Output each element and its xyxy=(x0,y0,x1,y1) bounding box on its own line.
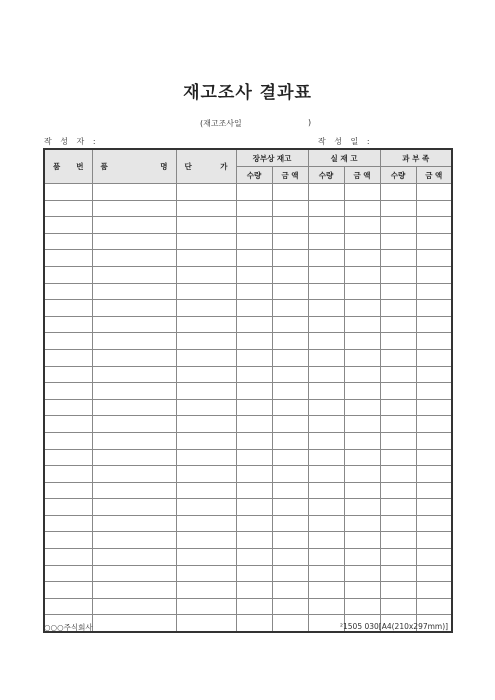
header-actual-qty: 수량 xyxy=(308,167,344,184)
table-cell[interactable] xyxy=(92,432,176,449)
table-cell[interactable] xyxy=(176,233,236,250)
table-row xyxy=(44,366,452,383)
table-cell[interactable] xyxy=(308,499,344,516)
table-cell[interactable] xyxy=(380,233,416,250)
author-label: 작 성 자 : xyxy=(44,137,99,146)
table-cell[interactable] xyxy=(236,316,272,333)
table-cell[interactable] xyxy=(92,316,176,333)
table-cell[interactable] xyxy=(380,399,416,416)
table-cell[interactable] xyxy=(236,432,272,449)
table-cell[interactable] xyxy=(176,300,236,317)
table-cell[interactable] xyxy=(272,383,308,400)
table-cell[interactable] xyxy=(236,184,272,201)
table-cell[interactable] xyxy=(44,366,92,383)
table-cell[interactable] xyxy=(344,217,380,234)
table-cell[interactable] xyxy=(416,515,452,532)
table-row xyxy=(44,432,452,449)
table-cell[interactable] xyxy=(176,184,236,201)
table-cell[interactable] xyxy=(44,266,92,283)
table-cell[interactable] xyxy=(176,598,236,615)
table-cell[interactable] xyxy=(272,233,308,250)
table-cell[interactable] xyxy=(44,565,92,582)
table-cell[interactable] xyxy=(344,466,380,483)
table-cell[interactable] xyxy=(380,582,416,599)
table-row xyxy=(44,217,452,234)
table-cell[interactable] xyxy=(308,515,344,532)
table-cell[interactable] xyxy=(92,466,176,483)
table-cell[interactable] xyxy=(380,565,416,582)
table-cell[interactable] xyxy=(236,582,272,599)
table-cell[interactable] xyxy=(44,217,92,234)
table-cell[interactable] xyxy=(44,200,92,217)
table-cell[interactable] xyxy=(380,266,416,283)
table-row xyxy=(44,482,452,499)
table-row xyxy=(44,266,452,283)
table-cell[interactable] xyxy=(176,283,236,300)
table-cell[interactable] xyxy=(272,582,308,599)
header-book-amount: 금 액 xyxy=(272,167,308,184)
table-cell[interactable] xyxy=(416,366,452,383)
table-cell[interactable] xyxy=(236,250,272,267)
table-cell[interactable] xyxy=(308,482,344,499)
table-cell[interactable] xyxy=(176,217,236,234)
table-cell[interactable] xyxy=(236,532,272,549)
table-cell[interactable] xyxy=(176,482,236,499)
table-cell[interactable] xyxy=(308,200,344,217)
table-cell[interactable] xyxy=(176,316,236,333)
table-cell[interactable] xyxy=(380,283,416,300)
header-item-no: 품 번 xyxy=(44,149,92,184)
table-cell[interactable] xyxy=(416,432,452,449)
table-cell[interactable] xyxy=(44,466,92,483)
form-code: ²1505 030[A4(210x297mm)] xyxy=(340,622,449,631)
table-cell[interactable] xyxy=(236,466,272,483)
table-cell[interactable] xyxy=(272,532,308,549)
table-cell[interactable] xyxy=(416,349,452,366)
table-row xyxy=(44,333,452,350)
table-row xyxy=(44,233,452,250)
table-row xyxy=(44,349,452,366)
table-row xyxy=(44,184,452,201)
written-date-label: 작 성 일 : xyxy=(318,137,373,146)
header-over-short: 과 부 족 xyxy=(380,149,452,167)
table-cell[interactable] xyxy=(272,217,308,234)
table-cell[interactable] xyxy=(176,582,236,599)
table-cell[interactable] xyxy=(308,233,344,250)
table-cell[interactable] xyxy=(44,582,92,599)
table-cell[interactable] xyxy=(176,366,236,383)
table-cell[interactable] xyxy=(236,233,272,250)
table-cell[interactable] xyxy=(44,598,92,615)
table-cell[interactable] xyxy=(44,515,92,532)
table-cell[interactable] xyxy=(92,549,176,566)
table-cell[interactable] xyxy=(44,300,92,317)
table-cell[interactable] xyxy=(92,250,176,267)
table-cell[interactable] xyxy=(380,250,416,267)
header-diff-qty: 수량 xyxy=(380,167,416,184)
table-cell[interactable] xyxy=(92,333,176,350)
table-cell[interactable] xyxy=(416,482,452,499)
table-cell[interactable] xyxy=(92,449,176,466)
table-cell[interactable] xyxy=(176,200,236,217)
inventory-date-label: (재고조사일 xyxy=(200,119,242,128)
table-row xyxy=(44,449,452,466)
table-cell[interactable] xyxy=(236,366,272,383)
table-cell[interactable] xyxy=(416,316,452,333)
table-cell[interactable] xyxy=(236,349,272,366)
table-row xyxy=(44,515,452,532)
table-cell[interactable] xyxy=(272,349,308,366)
table-cell[interactable] xyxy=(236,499,272,516)
table-cell[interactable] xyxy=(176,532,236,549)
table-cell[interactable] xyxy=(44,432,92,449)
table-cell[interactable] xyxy=(344,266,380,283)
table-cell[interactable] xyxy=(416,233,452,250)
table-row xyxy=(44,283,452,300)
table-cell[interactable] xyxy=(308,466,344,483)
table-cell[interactable] xyxy=(92,582,176,599)
table-cell[interactable] xyxy=(272,565,308,582)
table-cell[interactable] xyxy=(344,499,380,516)
table-row xyxy=(44,250,452,267)
header-actual-amount: 금 액 xyxy=(344,167,380,184)
table-cell[interactable] xyxy=(416,532,452,549)
table-cell[interactable] xyxy=(344,582,380,599)
table-cell[interactable] xyxy=(272,366,308,383)
table-cell[interactable] xyxy=(308,283,344,300)
table-cell[interactable] xyxy=(272,549,308,566)
table-cell[interactable] xyxy=(176,333,236,350)
table-cell[interactable] xyxy=(344,366,380,383)
table-cell[interactable] xyxy=(92,499,176,516)
table-cell[interactable] xyxy=(272,416,308,433)
table-cell[interactable] xyxy=(92,233,176,250)
table-cell[interactable] xyxy=(416,449,452,466)
table-cell[interactable] xyxy=(92,366,176,383)
table-cell[interactable] xyxy=(272,515,308,532)
table-cell[interactable] xyxy=(272,482,308,499)
table-cell[interactable] xyxy=(272,283,308,300)
table-cell[interactable] xyxy=(236,565,272,582)
table-cell[interactable] xyxy=(308,316,344,333)
table-cell[interactable] xyxy=(236,549,272,566)
table-cell[interactable] xyxy=(380,416,416,433)
table-cell[interactable] xyxy=(308,582,344,599)
table-cell[interactable] xyxy=(92,416,176,433)
table-cell[interactable] xyxy=(416,184,452,201)
table-cell[interactable] xyxy=(344,283,380,300)
table-cell[interactable] xyxy=(308,266,344,283)
table-cell[interactable] xyxy=(344,432,380,449)
table-cell[interactable] xyxy=(236,283,272,300)
table-cell[interactable] xyxy=(344,565,380,582)
table-cell[interactable] xyxy=(176,250,236,267)
table-cell[interactable] xyxy=(92,184,176,201)
inventory-table xyxy=(43,148,453,633)
table-cell[interactable] xyxy=(380,300,416,317)
table-cell[interactable] xyxy=(380,200,416,217)
table-row xyxy=(44,300,452,317)
table-row xyxy=(44,499,452,516)
table-cell[interactable] xyxy=(236,615,272,632)
header-book-stock: 장부상 재고 xyxy=(236,149,308,167)
table-cell[interactable] xyxy=(176,349,236,366)
table-cell[interactable] xyxy=(416,266,452,283)
table-cell[interactable] xyxy=(176,515,236,532)
header-unit-price: 단 가 xyxy=(176,149,236,184)
document-title: 재고조사 결과표 xyxy=(183,83,312,103)
table-cell[interactable] xyxy=(44,532,92,549)
table-cell[interactable] xyxy=(380,366,416,383)
table-row xyxy=(44,466,452,483)
table-cell[interactable] xyxy=(272,499,308,516)
table-cell[interactable] xyxy=(44,549,92,566)
table-cell[interactable] xyxy=(416,217,452,234)
table-cell[interactable] xyxy=(272,250,308,267)
table-cell[interactable] xyxy=(344,549,380,566)
table-cell[interactable] xyxy=(380,432,416,449)
table-cell[interactable] xyxy=(236,482,272,499)
table-cell[interactable] xyxy=(380,549,416,566)
table-cell[interactable] xyxy=(308,565,344,582)
table-cell[interactable] xyxy=(380,349,416,366)
table-cell[interactable] xyxy=(92,266,176,283)
table-row xyxy=(44,316,452,333)
table-cell[interactable] xyxy=(236,217,272,234)
table-cell[interactable] xyxy=(92,565,176,582)
table-row xyxy=(44,383,452,400)
header-diff-amount: 금 액 xyxy=(416,167,452,184)
table-cell[interactable] xyxy=(380,598,416,615)
table-cell[interactable] xyxy=(380,316,416,333)
table-cell[interactable] xyxy=(176,615,236,632)
table-cell[interactable] xyxy=(44,184,92,201)
table-cell[interactable] xyxy=(308,615,344,632)
table-cell[interactable] xyxy=(344,200,380,217)
table-cell[interactable] xyxy=(92,349,176,366)
table-cell[interactable] xyxy=(176,466,236,483)
table-cell[interactable] xyxy=(236,300,272,317)
table-cell[interactable] xyxy=(44,316,92,333)
table-cell[interactable] xyxy=(236,449,272,466)
table-cell[interactable] xyxy=(44,416,92,433)
table-cell[interactable] xyxy=(236,200,272,217)
table-cell[interactable] xyxy=(236,515,272,532)
table-cell[interactable] xyxy=(308,399,344,416)
inventory-date-close: ) xyxy=(308,118,312,127)
table-cell[interactable] xyxy=(380,383,416,400)
table-cell[interactable] xyxy=(272,333,308,350)
table-cell[interactable] xyxy=(272,200,308,217)
table-cell[interactable] xyxy=(272,399,308,416)
table-cell[interactable] xyxy=(176,565,236,582)
header-book-qty: 수량 xyxy=(236,167,272,184)
table-cell[interactable] xyxy=(344,482,380,499)
header-actual-stock: 실 재 고 xyxy=(308,149,380,167)
table-cell[interactable] xyxy=(92,200,176,217)
table-cell[interactable] xyxy=(44,333,92,350)
table-body xyxy=(44,184,452,633)
table-cell[interactable] xyxy=(380,532,416,549)
table-cell[interactable] xyxy=(416,383,452,400)
table-row xyxy=(44,582,452,599)
table-cell[interactable] xyxy=(236,416,272,433)
table-cell[interactable] xyxy=(416,399,452,416)
table-cell[interactable] xyxy=(44,250,92,267)
table-cell[interactable] xyxy=(44,233,92,250)
table-cell[interactable] xyxy=(44,399,92,416)
table-cell[interactable] xyxy=(92,217,176,234)
table-cell[interactable] xyxy=(272,615,308,632)
table-cell[interactable] xyxy=(380,217,416,234)
table-cell[interactable] xyxy=(416,466,452,483)
table-cell[interactable] xyxy=(416,300,452,317)
table-cell[interactable] xyxy=(380,333,416,350)
table-cell[interactable] xyxy=(416,499,452,516)
table-cell[interactable] xyxy=(92,283,176,300)
table-cell[interactable] xyxy=(92,482,176,499)
table-cell[interactable] xyxy=(176,383,236,400)
table-cell[interactable] xyxy=(380,499,416,516)
table-cell[interactable] xyxy=(176,499,236,516)
table-cell[interactable] xyxy=(308,366,344,383)
table-cell[interactable] xyxy=(344,532,380,549)
table-row xyxy=(44,399,452,416)
table-cell[interactable] xyxy=(344,416,380,433)
table-cell[interactable] xyxy=(344,300,380,317)
table-cell[interactable] xyxy=(272,300,308,317)
table-cell[interactable] xyxy=(308,184,344,201)
table-cell[interactable] xyxy=(308,300,344,317)
table-cell[interactable] xyxy=(308,333,344,350)
table-cell[interactable] xyxy=(380,515,416,532)
table-cell[interactable] xyxy=(308,549,344,566)
table-row xyxy=(44,200,452,217)
table-cell[interactable] xyxy=(308,416,344,433)
table-cell[interactable] xyxy=(416,549,452,566)
table-row xyxy=(44,598,452,615)
table-cell[interactable] xyxy=(308,598,344,615)
company-name: ○○○주식회사 xyxy=(44,623,93,632)
table-cell[interactable] xyxy=(416,283,452,300)
table-cell[interactable] xyxy=(344,233,380,250)
header-item-name: 품 명 xyxy=(92,149,176,184)
table-cell[interactable] xyxy=(416,598,452,615)
table-cell[interactable] xyxy=(92,532,176,549)
table-cell[interactable] xyxy=(92,615,176,632)
table-cell[interactable] xyxy=(344,598,380,615)
table-cell[interactable] xyxy=(416,200,452,217)
table-cell[interactable] xyxy=(92,383,176,400)
table-cell[interactable] xyxy=(380,466,416,483)
table-cell[interactable] xyxy=(308,449,344,466)
table-cell[interactable] xyxy=(92,399,176,416)
table-cell[interactable] xyxy=(272,598,308,615)
table-cell[interactable] xyxy=(380,482,416,499)
table-cell[interactable] xyxy=(272,466,308,483)
table-row xyxy=(44,565,452,582)
table-row xyxy=(44,532,452,549)
table-cell[interactable] xyxy=(176,449,236,466)
table-cell[interactable] xyxy=(44,383,92,400)
table-cell[interactable] xyxy=(416,582,452,599)
table-cell[interactable] xyxy=(344,250,380,267)
table-cell[interactable] xyxy=(236,383,272,400)
table-cell[interactable] xyxy=(44,283,92,300)
table-cell[interactable] xyxy=(308,432,344,449)
table-cell[interactable] xyxy=(176,266,236,283)
table-cell[interactable] xyxy=(92,598,176,615)
table-cell[interactable] xyxy=(92,515,176,532)
table-cell[interactable] xyxy=(176,416,236,433)
table-cell[interactable] xyxy=(308,349,344,366)
table-cell[interactable] xyxy=(272,184,308,201)
table-cell[interactable] xyxy=(272,266,308,283)
table-cell[interactable] xyxy=(416,333,452,350)
table-cell[interactable] xyxy=(344,184,380,201)
table-cell[interactable] xyxy=(44,349,92,366)
table-row xyxy=(44,416,452,433)
table-cell[interactable] xyxy=(44,499,92,516)
table-cell[interactable] xyxy=(44,482,92,499)
table-cell[interactable] xyxy=(236,333,272,350)
table-cell[interactable] xyxy=(344,449,380,466)
table-cell[interactable] xyxy=(272,432,308,449)
table-cell[interactable] xyxy=(344,333,380,350)
table-cell[interactable] xyxy=(344,316,380,333)
table-cell[interactable] xyxy=(44,449,92,466)
table-cell[interactable] xyxy=(236,598,272,615)
table-cell[interactable] xyxy=(380,449,416,466)
table-cell[interactable] xyxy=(236,266,272,283)
table-cell[interactable] xyxy=(308,532,344,549)
table-cell[interactable] xyxy=(344,383,380,400)
table-cell[interactable] xyxy=(92,300,176,317)
table-cell[interactable] xyxy=(308,383,344,400)
table-cell[interactable] xyxy=(236,399,272,416)
table-row xyxy=(44,549,452,566)
table-cell[interactable] xyxy=(272,316,308,333)
table-cell[interactable] xyxy=(416,565,452,582)
table-cell[interactable] xyxy=(308,217,344,234)
table-cell[interactable] xyxy=(416,416,452,433)
table-cell[interactable] xyxy=(344,399,380,416)
table-cell[interactable] xyxy=(176,549,236,566)
table-cell[interactable] xyxy=(308,250,344,267)
table-cell[interactable] xyxy=(344,515,380,532)
table-cell[interactable] xyxy=(272,449,308,466)
table-cell[interactable] xyxy=(176,432,236,449)
table-cell[interactable] xyxy=(176,399,236,416)
table-cell[interactable] xyxy=(380,184,416,201)
table-cell[interactable] xyxy=(416,250,452,267)
table-cell[interactable] xyxy=(344,349,380,366)
